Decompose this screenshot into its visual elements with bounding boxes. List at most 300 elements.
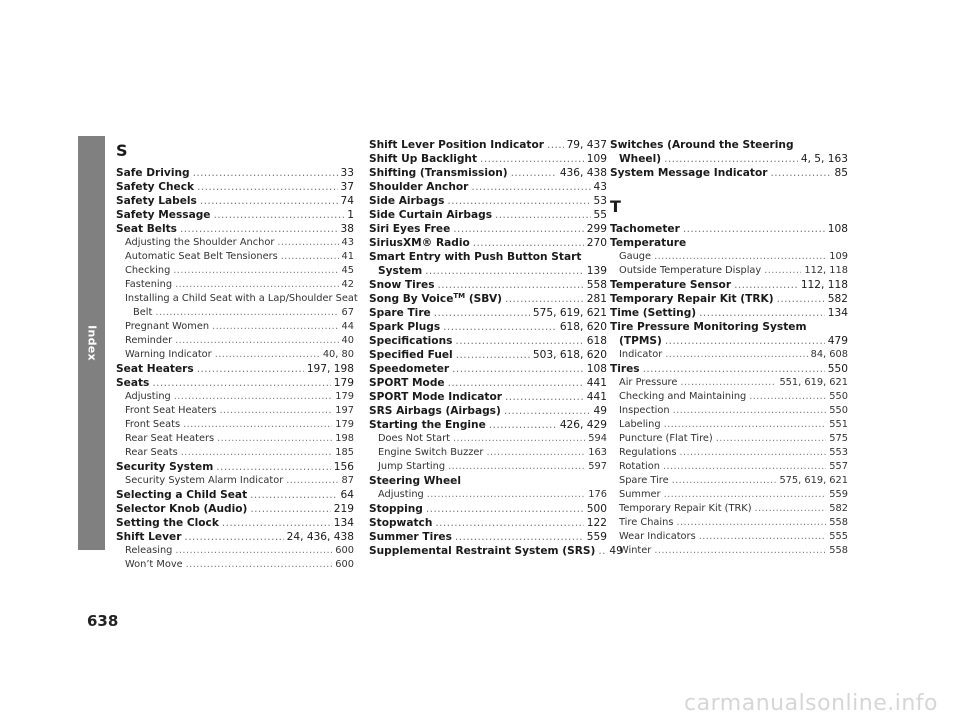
dot-leader (664, 152, 798, 166)
entry-term (369, 376, 445, 390)
entry-term (369, 166, 508, 180)
entry-term-text: Tire Pressure Monitoring System (610, 321, 807, 333)
page-reference-link[interactable]: 41 (341, 251, 354, 262)
index-entry (369, 516, 607, 530)
page-reference-link[interactable]: 108 (827, 223, 848, 235)
page-reference-link[interactable]: 43 (593, 181, 607, 193)
dot-leader (175, 334, 338, 348)
page-number: 638 (87, 612, 119, 630)
entry-term (125, 264, 170, 278)
index-entry (369, 222, 607, 236)
page-reference-link[interactable]: 85 (834, 167, 848, 179)
entry-term-text: Air Pressure (619, 377, 678, 388)
page-reference-link[interactable]: 575, 619, 621 (532, 307, 607, 319)
entry-term-text: Starting the Engine (369, 419, 486, 431)
entry-term-text: Spare Tire (369, 307, 431, 319)
dot-leader (180, 222, 338, 236)
entry-term-text: Tachometer (610, 223, 680, 235)
index-entry (116, 166, 354, 180)
index-entry (369, 320, 607, 334)
entry-term (610, 278, 731, 292)
dot-leader (216, 460, 330, 474)
entry-term-text: Supplemental Restraint System (SRS) (369, 545, 596, 557)
page-reference-link[interactable]: 179 (335, 419, 354, 430)
index-subentry (116, 292, 358, 306)
entry-term-text: Steering Wheel (369, 475, 461, 487)
entry-term-text: Security System Alarm Indicator (125, 475, 284, 486)
section-letter-heading: S (116, 141, 128, 160)
entry-term (369, 222, 450, 236)
entry-term-text: Inspection (619, 405, 670, 416)
page-reference-link[interactable]: 134 (333, 517, 354, 529)
entry-term (619, 418, 661, 432)
page-reference-link[interactable]: 441 (586, 377, 607, 389)
entry-term (610, 306, 696, 320)
dot-leader (764, 264, 801, 278)
index-entry (369, 418, 607, 432)
index-subentry (369, 446, 607, 460)
page-reference-link[interactable]: 24, 436, 438 (286, 531, 354, 543)
dot-leader (672, 474, 777, 488)
index-entry (116, 488, 354, 502)
page-reference-link[interactable]: 49 (593, 405, 607, 417)
page-reference-link[interactable]: 109 (586, 153, 607, 165)
entry-term (116, 502, 247, 516)
dot-leader (183, 418, 332, 432)
dot-leader (504, 404, 591, 418)
entry-term-text: Belt (133, 307, 153, 318)
entry-term-text: Labeling (619, 419, 661, 430)
page-reference-link[interactable]: 37 (340, 181, 354, 193)
page-reference-link[interactable]: 558 (829, 545, 848, 556)
entry-term-text: Jump Starting (378, 461, 446, 472)
page-reference-link[interactable]: 219 (333, 503, 354, 515)
dot-leader (200, 194, 338, 208)
entry-term-text: Snow Tires (369, 279, 435, 291)
dot-leader (250, 502, 330, 516)
page-reference-link[interactable]: 112, 118 (804, 265, 848, 276)
dot-leader (434, 306, 530, 320)
entry-term (619, 474, 669, 488)
entry-term (619, 502, 752, 516)
index-entry (369, 292, 607, 306)
index-subentry (610, 488, 848, 502)
entry-term (125, 250, 278, 264)
entry-term (369, 278, 435, 292)
entry-term (378, 432, 450, 446)
index-subentry (116, 418, 354, 432)
page-reference-link[interactable]: 559 (829, 489, 848, 500)
page-reference-link[interactable]: 557 (829, 461, 848, 472)
page-reference-link[interactable]: 582 (827, 293, 848, 305)
entry-term-text: SRS Airbags (Airbags) (369, 405, 501, 417)
entry-term-text: Engine Switch Buzzer (378, 447, 484, 458)
index-entry (369, 194, 607, 208)
dot-leader (175, 278, 338, 292)
dot-leader (455, 334, 583, 348)
dot-leader (427, 488, 586, 502)
dot-leader (217, 432, 332, 446)
index-entry (369, 250, 607, 264)
page-reference-link[interactable]: 500 (586, 503, 607, 515)
entry-term-text: Safe Driving (116, 167, 190, 179)
index-entry (116, 194, 354, 208)
entry-term-text: System (378, 265, 423, 277)
index-entry (369, 390, 607, 404)
dot-leader (679, 446, 826, 460)
entry-term (378, 488, 424, 502)
entry-term-text: Side Curtain Airbags (369, 209, 493, 221)
dot-leader (222, 516, 331, 530)
dot-leader (511, 166, 557, 180)
entry-term (369, 530, 452, 544)
page-reference-link[interactable]: 43 (341, 237, 354, 248)
index-subentry (116, 334, 354, 348)
index-subentry (116, 278, 354, 292)
page-reference-link[interactable]: 575, 619, 621 (779, 475, 848, 486)
index-entry (369, 544, 623, 558)
page-reference-link[interactable]: 122 (586, 517, 607, 529)
page-reference-link[interactable]: 550 (827, 363, 848, 375)
dot-leader (664, 418, 827, 432)
entry-term-text: Seat Heaters (116, 363, 194, 375)
index-entry (610, 222, 848, 236)
index-entry (369, 530, 607, 544)
index-subentry (610, 264, 848, 278)
dot-leader (643, 362, 825, 376)
entry-term-text: Installing a Child Seat with a Lap/Shoulder Seat (125, 293, 358, 304)
index-column-1 (116, 138, 358, 572)
dot-leader (505, 390, 584, 404)
index-entry (610, 278, 848, 292)
entry-term (125, 348, 212, 362)
index-subentry (610, 446, 848, 460)
entry-term-text: Warning Indicator (125, 349, 212, 360)
page-reference-link[interactable]: 281 (586, 293, 607, 305)
entry-term-text: SiriusXM® Radio (369, 237, 470, 249)
page-reference-link[interactable]: 109 (829, 251, 848, 262)
index-entry (116, 502, 354, 516)
section-gap (610, 180, 848, 194)
dot-leader (425, 264, 584, 278)
dot-leader (777, 292, 825, 306)
page-reference-link[interactable]: 163 (588, 447, 607, 458)
dot-leader (448, 460, 585, 474)
page-reference-link[interactable]: 74 (340, 195, 354, 207)
entry-term (369, 348, 453, 362)
index-entry (116, 460, 354, 474)
dot-leader (734, 278, 798, 292)
entry-term-text: Spark Plugs (369, 321, 441, 333)
dot-leader (486, 446, 585, 460)
index-entry (369, 306, 607, 320)
entry-term-text: SPORT Mode Indicator (369, 391, 502, 403)
entry-term (610, 292, 774, 306)
entry-term-text: Adjusting the Shoulder Anchor (125, 237, 275, 248)
entry-term (619, 152, 661, 166)
dot-leader (654, 250, 826, 264)
page-reference-link[interactable]: 49 (609, 545, 623, 557)
dot-leader (175, 544, 332, 558)
index-subentry (116, 474, 354, 488)
entry-term-text: Smart Entry with Push Button Start (369, 251, 582, 263)
page-reference-link[interactable]: 84, 608 (810, 349, 848, 360)
page-reference-link[interactable]: 134 (827, 307, 848, 319)
entry-term (116, 530, 181, 544)
dot-leader (426, 502, 584, 516)
entry-term (619, 376, 677, 390)
index-entry (369, 278, 607, 292)
dot-leader (152, 376, 330, 390)
index-subentry-continuation (116, 306, 354, 320)
index-subentry (610, 502, 848, 516)
dot-leader (473, 236, 584, 250)
entry-term (125, 474, 283, 488)
dot-leader (665, 348, 807, 362)
entry-term-text: Gauge (619, 251, 652, 262)
index-subentry (116, 544, 354, 558)
page-reference-link[interactable]: 197, 198 (306, 363, 354, 375)
entry-term-text: Selector Knob (Audio) (116, 503, 248, 515)
page-reference-link[interactable]: 112, 118 (800, 279, 848, 291)
page-reference-link[interactable]: 550 (829, 391, 848, 402)
page-reference-link[interactable]: 45 (341, 265, 354, 276)
trademark-superscript: TM (453, 292, 466, 300)
entry-term-text: Shoulder Anchor (369, 181, 469, 193)
entry-term (619, 404, 670, 418)
page-reference-link[interactable]: 38 (340, 223, 354, 235)
index-entry (116, 222, 354, 236)
index-entry (369, 180, 607, 194)
page-reference-link[interactable]: 44 (341, 321, 354, 332)
index-entry (369, 236, 607, 250)
index-subentry (116, 264, 354, 278)
page-reference-link[interactable]: 40, 80 (322, 349, 354, 360)
entry-term-text: Adjusting (378, 489, 424, 500)
page-reference-link[interactable]: 197 (335, 405, 354, 416)
page-reference-link[interactable]: 33 (340, 167, 354, 179)
entry-term (369, 306, 431, 320)
dot-leader (456, 348, 530, 362)
page-reference-link[interactable]: 179 (333, 377, 354, 389)
page-reference-link[interactable]: 582 (829, 503, 848, 514)
entry-term (125, 236, 274, 250)
entry-term-text: Temporary Repair Kit (TRK) (610, 293, 774, 305)
entry-term (369, 474, 461, 488)
page-reference-link[interactable]: 436, 438 (559, 167, 607, 179)
page-reference-link[interactable]: 503, 618, 620 (532, 349, 607, 361)
page-reference-link[interactable]: 1 (347, 209, 354, 221)
page-reference-link[interactable]: 555 (829, 531, 848, 542)
entry-term (116, 180, 194, 194)
entry-term (125, 544, 172, 558)
index-subentry (116, 404, 354, 418)
entry-term-text: Setting the Clock (116, 517, 219, 529)
index-subentry (610, 418, 848, 432)
page-reference-link[interactable]: 64 (340, 489, 354, 501)
page-reference-link[interactable]: 53 (593, 195, 607, 207)
index-entry (116, 208, 354, 222)
entry-term-text: Summer Tires (369, 531, 452, 543)
entry-term-text: Front Seat Heaters (125, 405, 217, 416)
index-entry (610, 362, 848, 376)
dot-leader (654, 544, 826, 558)
dot-leader (505, 292, 584, 306)
page-reference-link[interactable]: 299 (586, 223, 607, 235)
dot-leader (197, 180, 337, 194)
entry-term (369, 250, 581, 264)
index-subentry (116, 558, 354, 572)
entry-term-text: Tire Chains (619, 517, 674, 528)
entry-term-text: Rotation (619, 461, 660, 472)
page-reference-link[interactable]: 42 (341, 279, 354, 290)
page-reference-link[interactable]: 179 (335, 391, 354, 402)
entry-term-text: Temperature Sensor (610, 279, 732, 291)
entry-term-text: Checking and Maintaining (619, 391, 747, 402)
page-reference-link[interactable]: 185 (335, 447, 354, 458)
entry-term (369, 194, 444, 208)
page-reference-link[interactable]: 67 (341, 307, 354, 318)
entry-term (116, 222, 177, 236)
entry-term-text: Specifications (369, 335, 453, 347)
page-reference-link[interactable]: 55 (593, 209, 607, 221)
page-reference-link[interactable]: 270 (586, 237, 607, 249)
page-reference-link[interactable]: 108 (586, 363, 607, 375)
index-column-3 (610, 138, 848, 558)
entry-term (369, 320, 440, 334)
page-reference-link[interactable]: 176 (588, 489, 607, 500)
entry-term-text: Spare Tire (619, 475, 669, 486)
page-reference-link[interactable]: 156 (333, 461, 354, 473)
entry-term-text: Speedometer (369, 363, 450, 375)
index-entry-continuation (610, 152, 848, 166)
entry-term-text: Safety Labels (116, 195, 197, 207)
entry-term (619, 488, 661, 502)
page-reference-link[interactable]: 441 (586, 391, 607, 403)
index-side-tab (78, 136, 105, 550)
index-subentry (369, 488, 607, 502)
page-reference-link[interactable]: 198 (335, 433, 354, 444)
dot-leader (755, 502, 827, 516)
entry-term (116, 362, 194, 376)
entry-term (619, 432, 713, 446)
entry-term (378, 264, 422, 278)
entry-term (125, 390, 171, 404)
dot-leader (155, 306, 338, 320)
watermark: carmanualsonline.info (684, 691, 938, 716)
page-reference-link[interactable]: 87 (341, 475, 354, 486)
index-subentry (116, 446, 354, 460)
dot-leader (676, 516, 826, 530)
index-subentry (116, 432, 354, 446)
index-entry (610, 306, 848, 320)
page-reference-link[interactable]: 551, 619, 621 (779, 377, 848, 388)
entry-term-text: Song By Voice (369, 293, 454, 305)
dot-leader (173, 264, 338, 278)
entry-term (619, 348, 662, 362)
index-entry-continuation (610, 334, 848, 348)
dot-leader (455, 530, 584, 544)
page-reference-link[interactable]: 4, 5, 163 (800, 153, 848, 165)
page-reference-link[interactable]: 40 (341, 335, 354, 346)
dot-leader (598, 544, 606, 558)
page-reference-link[interactable]: 558 (586, 279, 607, 291)
entry-term (116, 194, 197, 208)
entry-term-text: Side Airbags (369, 195, 445, 207)
entry-term-text: Seats (116, 377, 150, 389)
index-subentry (116, 320, 354, 334)
dot-leader (495, 208, 591, 222)
dot-leader (699, 306, 825, 320)
entry-term-text: Shift Lever (116, 531, 182, 543)
entry-term-text: Checking (125, 265, 171, 276)
page-reference-link[interactable]: 594 (588, 433, 607, 444)
entry-term-text: Temperature (610, 237, 687, 249)
page-reference-link[interactable]: 553 (829, 447, 848, 458)
entry-term (116, 376, 149, 390)
entry-term (378, 446, 483, 460)
dot-leader (770, 166, 831, 180)
index-entry (369, 404, 607, 418)
entry-term (369, 516, 432, 530)
entry-term (116, 516, 219, 530)
page-reference-link[interactable]: 139 (586, 265, 607, 277)
page-reference-link[interactable]: 559 (586, 531, 607, 543)
page-reference-link[interactable]: 600 (335, 545, 354, 556)
entry-term-text: Switches (Around the Steering (610, 139, 794, 151)
entry-term-text: Does Not Start (378, 433, 450, 444)
dot-leader (281, 250, 339, 264)
page-reference-link[interactable]: 597 (588, 461, 607, 472)
page-reference-link[interactable]: 426, 429 (559, 419, 607, 431)
index-subentry (116, 236, 354, 250)
page-reference-link[interactable]: 551 (829, 419, 848, 430)
entry-term (369, 292, 502, 307)
entry-term (369, 236, 470, 250)
entry-term-text: Safety Message (116, 209, 211, 221)
dot-leader (452, 362, 584, 376)
dot-leader (480, 152, 584, 166)
entry-term (116, 208, 211, 222)
page-reference-link[interactable]: 618 (586, 335, 607, 347)
entry-term (125, 292, 358, 306)
entry-term-text: Wheel) (619, 153, 662, 165)
entry-term (610, 320, 807, 334)
page-reference-link[interactable]: 600 (335, 559, 354, 570)
index-entry (610, 236, 848, 250)
entry-term (125, 334, 172, 348)
index-entry (369, 166, 607, 180)
entry-term-text: Automatic Seat Belt Tensioners (125, 251, 278, 262)
entry-term-text: Tires (610, 363, 640, 375)
page-reference-link[interactable]: 550 (829, 405, 848, 416)
entry-term-text: Front Seats (125, 419, 181, 430)
index-entry (116, 376, 354, 390)
entry-term (619, 516, 673, 530)
page-reference-link[interactable]: 575 (829, 433, 848, 444)
entry-term (369, 152, 477, 166)
entry-term (125, 558, 183, 572)
page-reference-link[interactable]: 79, 437 (566, 139, 607, 151)
dot-leader (683, 222, 825, 236)
index-subentry (610, 460, 848, 474)
entry-term (369, 418, 486, 432)
entry-term-text: Won’t Move (125, 559, 183, 570)
dot-leader (448, 376, 584, 390)
page-reference-link[interactable]: 618, 620 (559, 321, 607, 333)
page-reference-link[interactable]: 558 (829, 517, 848, 528)
page-reference-link[interactable]: 479 (827, 335, 848, 347)
